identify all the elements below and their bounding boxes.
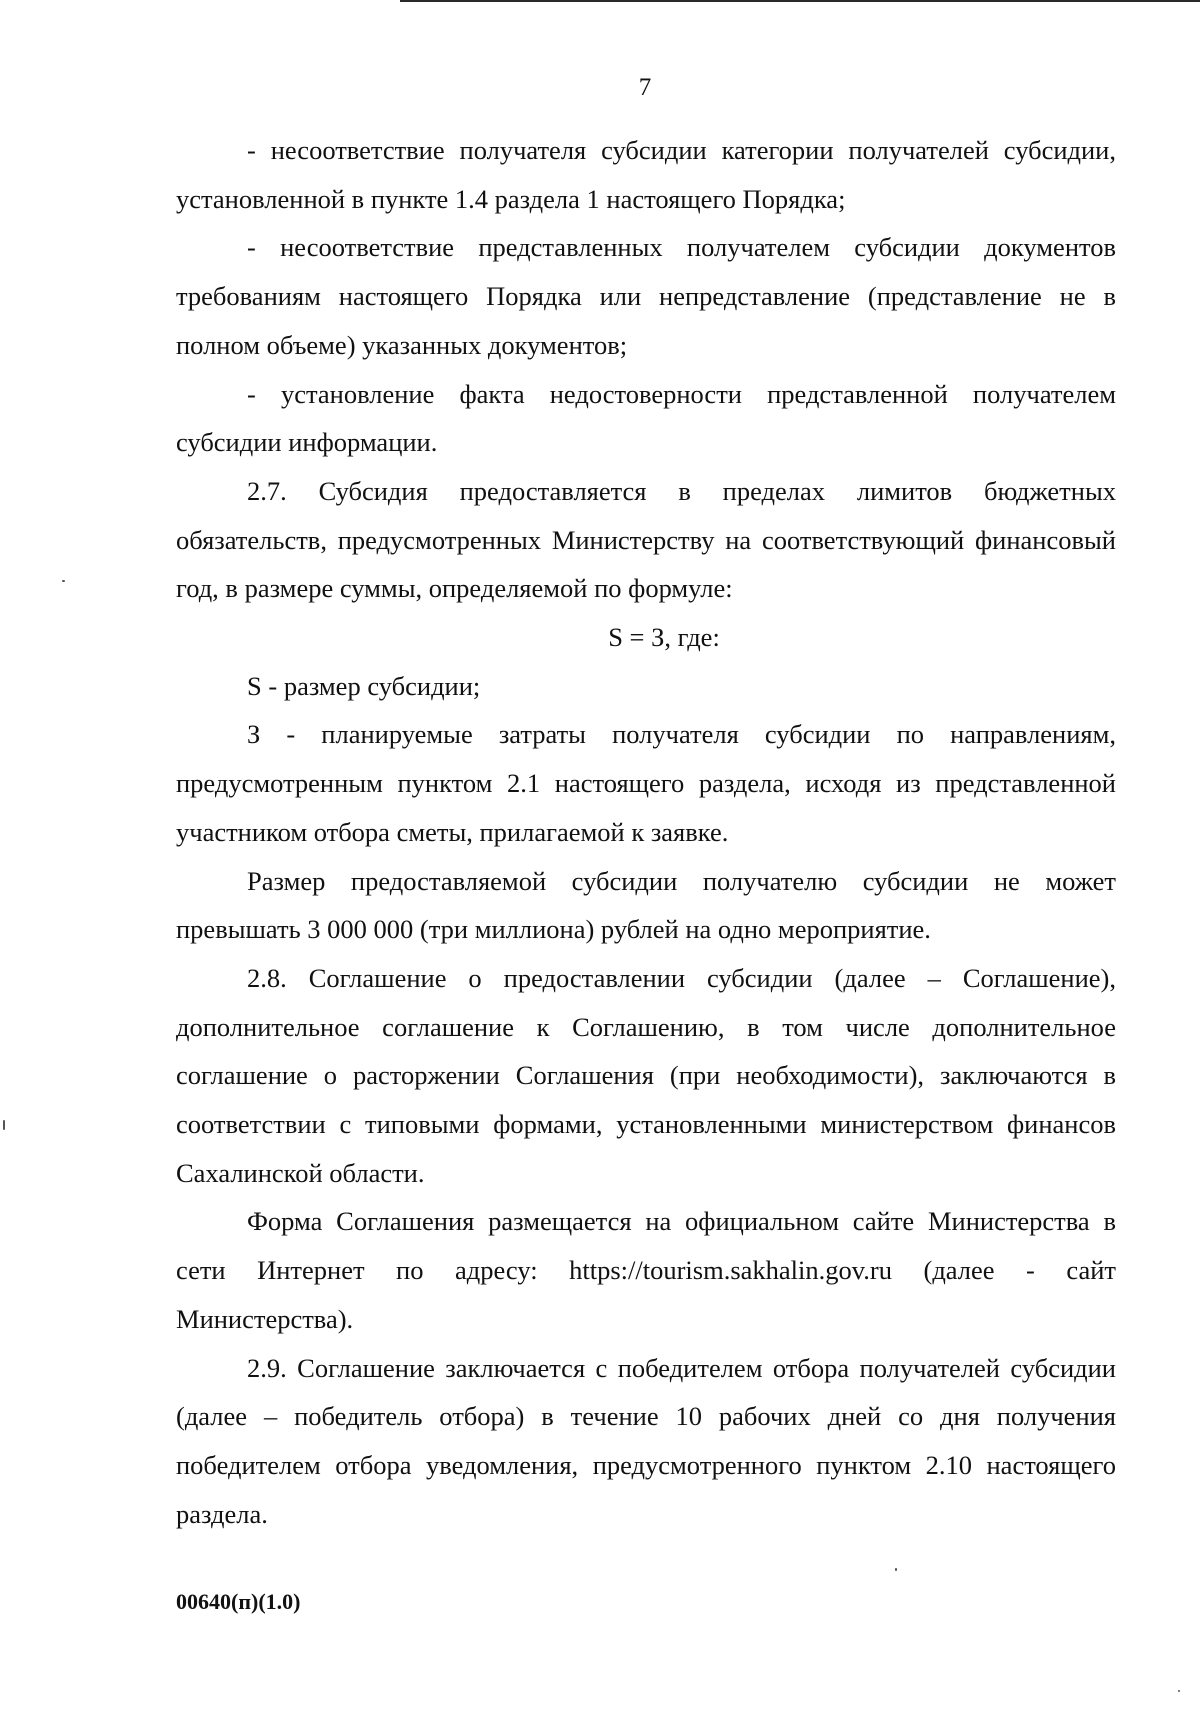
paragraph-agreement-form: Форма Соглашения размещается на официальном сайте Министерства в сети Интернет по адресу: https://tourism.sakhalin.gov.ru (далее - сайт Министерства). — [176, 1206, 1116, 1334]
paragraph-criteria-inaccuracy: - установление факта недостоверности представленной получателем субсидии информации. — [176, 378, 1116, 458]
scan-speck — [3, 1120, 5, 1130]
document-code: 00640(п)(1.0) — [176, 1589, 301, 1614]
scan-speck — [62, 580, 65, 582]
scan-speck — [895, 1568, 897, 1571]
paragraph-2-7: 2.7. Субсидия предоставляется в пределах лимитов бюджетных обязательств, предусмотренных Министерству на соответствующий финансовый год, в размере суммы, определяемой по формуле: — [176, 475, 1116, 604]
paragraph-2-9: 2.9. Соглашение заключается с победителем отбора получателей субсидии (далее – победитель отбора) в течение 10 рабочих дней со дня получения победителем отбора уведомления, предусмотренного пунктом 2.10 настоящего раздела. — [176, 1352, 1116, 1529]
page-number: 7 — [638, 74, 652, 101]
paragraph-max-amount: Размер предоставляемой субсидии получателю субсидии не может превышать 3 000 000 (три миллиона) рублей на одно мероприятие. — [176, 865, 1116, 945]
formula-def-z: З - планируемые затраты получателя субсидии по направлениям, предусмотренным пунктом 2.1 настоящего раздела, исходя из представленной участником отбора сметы, прилагаемой к заявке. — [176, 719, 1116, 847]
paragraph-2-8: 2.8. Соглашение о предоставлении субсидии (далее – Соглашение), дополнительное соглашение к Соглашению, в том числе дополнительное соглашение о расторжении Соглашения (при необходимости), заключаются в соответствии с типовыми формами, установленными министерством финансов Сахалинской области. — [176, 962, 1116, 1188]
document-body — [176, 126, 1116, 1538]
paragraph-criteria-documents: - несоответствие представленных получателем субсидии документов требованиям настоящего Порядка или непредставление (представление не в полном объеме) указанных документов; — [176, 232, 1116, 360]
scan-speck — [1178, 1690, 1180, 1692]
paragraph-criteria-category: - несоответствие получателя субсидии категории получателей субсидии, установленной в пункте 1.4 раздела 1 настоящего Порядка; — [176, 135, 1116, 214]
formula: S = З, где: — [608, 622, 720, 653]
scan-edge-line — [400, 0, 1200, 2]
formula-def-s: S - размер субсидии; — [247, 670, 481, 701]
